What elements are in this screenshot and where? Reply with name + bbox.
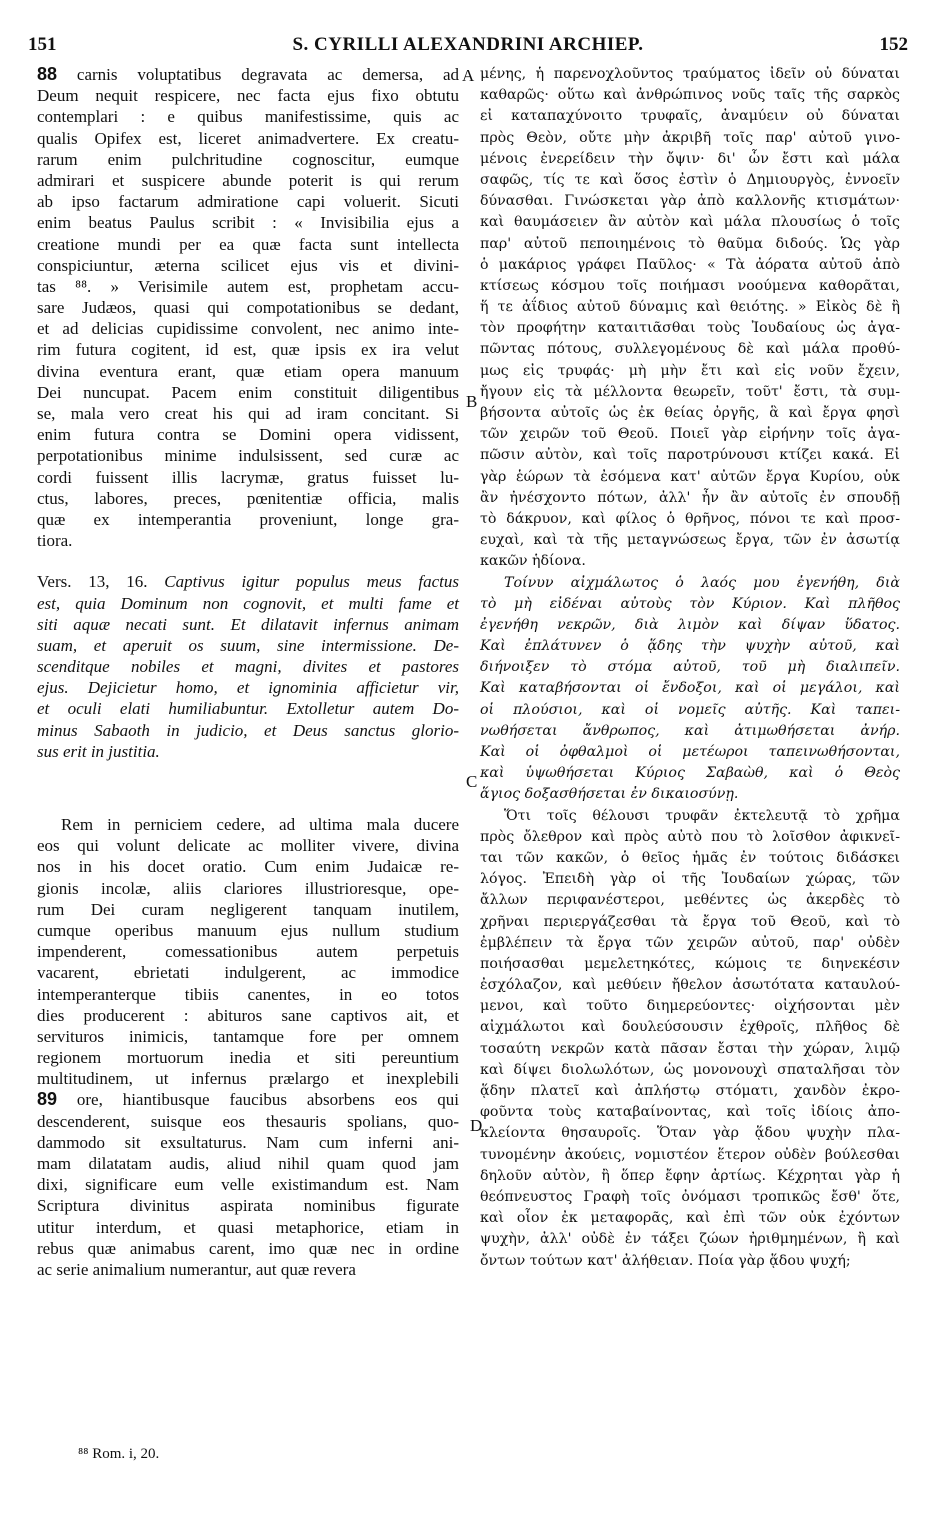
latin-line: se, mala vero creat his qui ad iram concitant. Si [37,404,459,423]
latin-line: cumque operibus manuum ejus nullum studium [37,920,459,940]
latin-verse-line: suam, et aperuit os suum, sine intermissione. De- [37,635,459,655]
greek-line: ἥ τε ἀΐδιος αὐτοῦ δύναμις καὶ θειότης. » Εἰκὸς δὲ ἢ [480,299,900,316]
greek-paragraph-3 [480,806,900,1272]
latin-line: regionem mortuorum inedia et siti pereuntium [37,1048,459,1068]
greek-line: ὁ μακάριος γράφει Παῦλος· « Τὰ ἀόρατα αὐτοῦ ἀπὸ [480,256,900,273]
greek-line: πῶσιν αὐτὸν, καὶ τοῖς παροτρύνουσι κτίζει κακά. Εἰ [480,447,900,464]
latin-line: rebus quæ animabus carent, imo quæ nec in ordine [37,1238,459,1258]
greek-line: γὰρ ἑώρων τὰ ἐσόμενα κατ' αὐτῶν ἔργα Κυρίου, οὐκ [480,468,900,485]
greek-line: δύνασθαι. Γινώσκεται γὰρ ἀπὸ καλλονῆς κτισμάτων· [480,193,900,210]
page-header [28,34,908,60]
greek-line: φοῦντα τοὺς καταβαίνοντας, καὶ τοῖς ἰδίοις ἀπο- [480,1104,900,1121]
latin-verse-line: et oculi elati humiliabuntur. Extolletur autem Do- [37,699,459,719]
latin-line: utitur interdum, et quasi metaphorice, etiam in [37,1217,459,1237]
running-title: S. CYRILLI ALEXANDRINI ARCHIEP. [292,34,644,55]
latin-line: qualis Opifex est, liceret animadvertere. Ex creatu- [37,128,459,148]
verse-reference: Vers. 13, 16. [37,572,148,592]
latin-verse-line: sus erit in justitia. [37,741,160,761]
latin-line: mam dilatatam audis, aliud nihil quam quod jam [37,1154,459,1173]
line-text: Captivus igitur populus meus factus [164,572,460,592]
latin-line: ctus, labores, preces, pœnitentiæ officia, malis [37,488,459,508]
latin-line: Scriptura divinitus aspirata nominibus figurate [37,1196,459,1216]
latin-paragraph-3 [37,814,459,1280]
latin-line: Deum nequit respicere, nec facta ejus fixo obtutu [37,86,459,106]
greek-line: παρ' αὐτοῦ πεποιημένοις τὸ θαῦμα διδούς. Ὡς γὰρ [480,235,900,252]
column-number-marker: 88 [37,64,58,84]
latin-verse-line [37,571,459,592]
greek-verse-line: Καὶ ἐπλάτυνεν ὁ ᾅδης τὴν ψυχὴν αὐτοῦ, καὶ [480,638,900,655]
margin-letter-b: B [466,392,478,411]
latin-line: vacarent, ebrietati indulgerent, ac immodice [37,963,459,983]
latin-verse-line: scenditque nobiles et magni, divites et pastores [37,657,459,677]
greek-line: ᾅδην πλατεῖ καὶ ἀπλήστῳ στόματι, χανδὸν ἐκρο- [480,1083,900,1099]
greek-line: καὶ θαυμάσειεν ἂν αὐτὸν καὶ μάλα πλουσίως ὁ τοῖς [480,214,900,231]
greek-line: μως εἰς τρυφάς· μὴ μὴν ἔτι καὶ εἰς νοῦν ἔχειν, [480,362,900,379]
latin-line: dixi, significare eum velle existimandum est. Nam [37,1175,459,1195]
margin-letter-d: D [470,1116,483,1135]
line-text: ore, hiantibusque faucibus absorbens eos qui [57,1090,459,1110]
greek-line: ἂν ἠνέσχοντο πότων, ἀλλ' ἦν ἂν αὐτοῖς ἐν σπουδῇ [480,489,900,506]
greek-verse-line: νωθήσεται ἄνθρωπος, καὶ ἀτιμωθήσεται ἀνήρ. [480,722,900,739]
latin-line: rum Dei curam negligerent tanquam inutilem, [37,899,459,919]
latin-line: enim futura contra se Domini opera vidissent, [37,425,459,445]
column-number-marker: 89 [37,1089,58,1110]
greek-verse-line: διήνοιξεν τὸ στόμα αὐτοῦ, τοῦ μὴ διαλιπεῖν. [480,659,900,676]
greek-line: θεόπνευστος Γραφὴ τοῖς ὀνόμασι τροπικῶς ἔσθ' ὅτε, [480,1188,900,1205]
greek-paragraph-1 [480,64,900,573]
greek-line: ἤγουν εἰς τὰ μέλλοντα θεωρεῖν, τοῦτ' ἔστι, τὰ συμ- [480,383,900,400]
latin-line: cordi fuissent illis lacrymæ, gratus fuisset lu- [37,467,459,487]
greek-line: αἰχμάλωτοι καὶ δουλεύσουσιν ἐχθροῖς, πλῆθος δὲ [480,1019,900,1036]
latin-line: perpotationibus minime indulsissent, sed curæ ac [37,446,459,466]
latin-line: dies producerent : abituros sane captivos ait, et [37,1005,459,1025]
line-text: carnis voluptatibus degravata ac demersa, ad [76,65,460,84]
greek-line: βήσοντα αὐτοῖς ὡς ἐκ θείας ὀργῆς, ἃ καὶ ἔργα φησὶ [480,405,900,421]
greek-line: ὄντων τούτων κατ' ἀλήθειαν. Ποία γὰρ ᾅδου ψυχή; [480,1252,851,1269]
greek-verse-line: καὶ ὑψωθήσεται Κύριος Σαβαὼθ, καὶ ὁ Θεὸς [480,765,900,782]
greek-line: τοσαύτη νεκρῶν κατὰ πᾶσαν ἔσται τὴν χώραν, λιμῷ [480,1040,900,1057]
latin-line: impenderent, comessationibus autem perpetuis [37,942,459,962]
greek-verse-line: Καὶ καταβήσονται οἱ ἔνδοξοι, καὶ οἱ μεγάλοι, καὶ [480,680,900,697]
latin-line: Rem in perniciem cedere, ad ultima mala ducere [61,815,459,834]
greek-line: πῶντας πότους, συλλεγομένους δὲ καὶ μάλα προθύ- [480,341,900,358]
latin-verse-line: minus Sabaoth in judicio, et Deus sanctus glorio- [37,720,459,740]
greek-line: καὶ οἷον ἐκ μεταφορᾶς, καὶ ἐπὶ τῶν οὐκ ἐχόντων [480,1210,900,1227]
latin-line: rim futura cogitent, id est, quæ ipsis ex ira velut [37,340,459,360]
greek-line: δηλοῦν αὐτὸν, ἢ ὅπερ ἔφην ἀρτίως. Κέχρηται γὰρ ἡ [480,1167,900,1184]
latin-line: gionis incolæ, aliis clariores illustrioresque, ope- [37,878,459,898]
greek-line: πρὸς Θεὸν, οὔτε μὴν ἀκριβῆ τοῖς παρ' αὐτοῦ γινο- [480,129,900,146]
latin-line: contemplari : e quibus manifestissime, quis ac [37,107,459,127]
greek-line: ποιήσασθαι μεμελετηκότες, κώμοις τε διηνεκέσιν [480,955,900,972]
margin-letter-a: A [462,66,475,85]
latin-verse-line: ejus. Dejicietur homo, et ignominia afficietur vir, [37,678,459,698]
latin-verse-line: est, quia Dominum non cognovit, et multi fame et [37,593,459,613]
greek-verse-line: Καὶ οἱ ὀφθαλμοὶ οἱ μετέωροι ταπεινωθήσονται, [480,744,900,760]
greek-line: ἐμβλέπειν τὰ ἔργα τῶν χειρῶν αὐτοῦ, παρ' οὐδὲν [480,934,900,951]
latin-line: tiora. [37,531,73,551]
latin-line: sare Judæos, quasi qui compotationibus se dedant, [37,298,459,318]
greek-line: ται τῶν κακῶν, ὁ θεῖος ἡμᾶς ἐν τούτοις διδάσκει [480,849,900,866]
greek-verse-line: οἱ πλούσιοι, καὶ οἱ νομεῖς αὐτῆς. Καὶ ταπει- [480,701,900,718]
latin-line: rarum enim pulchritudine cognoscitur, eumque [37,149,459,169]
greek-line: καὶ δίψει διολωλότων, ὡς μονονουχὶ σπαταλῆσαι τὸν [480,1061,900,1078]
greek-verse-paragraph [480,573,900,806]
latin-verse-line: siti aquæ necati sunt. Et dilatavit infernus animam [37,614,459,634]
latin-line: admirari et suspicere abunde poterit is qui rerum [37,170,459,190]
latin-line: eos qui volunt delicate ac molliter vivere, divina [37,836,459,856]
greek-line: σαφῶς, τίς τε καὶ ὅσος ἐστὶν ὁ Δημιουργὸς, ἐννοεῖν [480,171,900,188]
greek-line: τῶν χειρῶν τοῦ Θεοῦ. Ποιεῖ γὰρ εἰρήνην τοῖς ἀγα- [480,426,900,443]
greek-line: λόγος. Ἐπειδὴ γὰρ οἱ τῆς Ἰουδαίων χώρας, τῶν [480,871,900,888]
latin-verse-paragraph [37,571,459,762]
latin-line: multitudinem, ut infernus prælargo et inexplebili [37,1069,459,1089]
greek-line: εἰ καταπαχύνοιτο τρυφαῖς, ἀναμύειν οὐ δύναται [480,108,900,125]
greek-verse-line: ἅγιος δοξασθήσεται ἐν δικαιοσύνῃ. [480,786,739,803]
latin-line: dammodo sit exsultaturus. Nam cum inferni ani- [37,1132,459,1152]
greek-line: τυνομένην ἀκούεις, νομιστέον ἕτερον οὐδὲν βούλεσθαι [480,1146,900,1163]
greek-line: ἐσχόλαζον, καὶ μεθύειν ἤθελον ἀσωτότατα καταυλού- [480,977,900,994]
margin-letter-c: C [466,772,478,791]
latin-line: ac serie animalium numerantur, aut quæ revera [37,1259,356,1279]
latin-line: quæ ex intemperantia proveniunt, longe gra- [37,509,459,529]
greek-verse-line: Τοίνυν αἰχμάλωτος ὁ λαός μου ἐγενήθη, διὰ [504,574,900,591]
latin-paragraph-1 [37,64,459,551]
greek-line: κτίσεως κόσμου τοῖς ποιήμασι νοούμενα καθορᾶται, [480,277,900,294]
greek-line: πρὸς ὄλεθρον καὶ πρὸς αὐτὸ που τὸ λοῖσθον ἀφικνεῖ- [480,828,900,845]
greek-line: καθαρῶς· οὕτω καὶ ἀνθρώπινος νοῦς ταῖς τῆς σαρκὸς [480,87,900,104]
page-number-right: 152 [879,34,908,55]
page-number-left: 151 [28,34,57,55]
greek-line: κλείοντα θησαυροῖς. Ὅταν γὰρ ᾅδου ψυχὴν πλα- [480,1125,900,1142]
greek-line: τὸν προφήτην καταιτιᾶσθαι τοὺς Ἰουδαίους ὡς ἀγα- [480,320,900,337]
greek-column [480,64,900,1272]
greek-line: τὸ δάκρυον, καὶ φίλος ὁ θρῆνος, πόνοι τε καὶ προσ- [480,510,900,527]
greek-verse-line: ἐγενήθη νεκρῶν, διὰ λιμὸν καὶ δίψαν ὕδατος. [480,616,900,633]
footnote: ⁸⁸ Rom. i, 20. [78,1446,160,1462]
greek-line: μένοις ἐνερείδειν τὴν ὄψιν· δι' ὧν ἔστι καὶ μάλα [480,150,900,167]
greek-line: χρῆναι περιεργάζεσθαι τὰ ἔργα τοῦ Θεοῦ, καὶ τὸ [480,913,900,930]
latin-line: servituros inimicis, tantamque fore per omnem [37,1026,459,1046]
latin-line: intemperanterque tibiis canentes, in eo totos [37,984,459,1004]
latin-line: creatione mundi per ea quæ facta sunt intellecta [37,234,459,254]
latin-line: ab ipso factarum admiratione capi voluerit. Sicuti [37,192,459,212]
greek-verse-line: τὸ μὴ εἰδέναι αὐτοὺς τὸν Κύριον. Καὶ πλῆθος [480,595,900,612]
greek-line: μένης, ἡ παρενοχλοῦντος τραύματος ἰδεῖν οὐ δύναται [480,66,900,82]
latin-line: et ad delicias cupidissime convolent, nec animo inte- [37,319,459,339]
latin-column [37,64,459,1280]
latin-line: descenderent, suisque eos thesauris spolians, quo- [37,1111,459,1131]
latin-line: conspiciuntur, æterna scilicet ejus vis et divini- [37,255,459,275]
latin-line [37,1089,459,1110]
latin-line: Dei nuncupat. Pacem enim constituit diligentibus [37,382,459,402]
latin-line: enim beatus Paulus scribit : « Invisibilia ejus a [37,213,459,233]
greek-line: κακῶν ἡδίονα. [480,553,586,570]
latin-line: nos in his docet oratio. Cum enim Judaicæ re- [37,857,459,877]
latin-line: tas ⁸⁸. » Verisimile autem est, prophetam accu- [37,276,459,296]
greek-line: ἄλλων περιφανέστεροι, μεθέντες ὡς ἀκερδὲς τὸ [480,892,900,909]
latin-line [37,64,459,85]
greek-line: Ὅτι τοῖς θέλουσι τρυφᾶν ἐκτελευτᾷ τὸ χρῆμα [504,807,900,824]
greek-line: ευχαὶ, καὶ τὰ τῆς μεταγνώσεως ἔργα, τῶν ἐν ἀσωτίᾳ [480,532,900,549]
greek-line: μενοι, καὶ τοῦτο διημερεύοντες· οἰχήσονται μὲν [480,998,900,1015]
latin-line: divina eventura erant, quæ etiam opera manuum [37,361,459,381]
greek-line: ψυχὴν, ἀλλ' οὐδὲ ἐν τάξει ζώων ἠριθμημένων, ἢ καὶ [480,1231,900,1248]
